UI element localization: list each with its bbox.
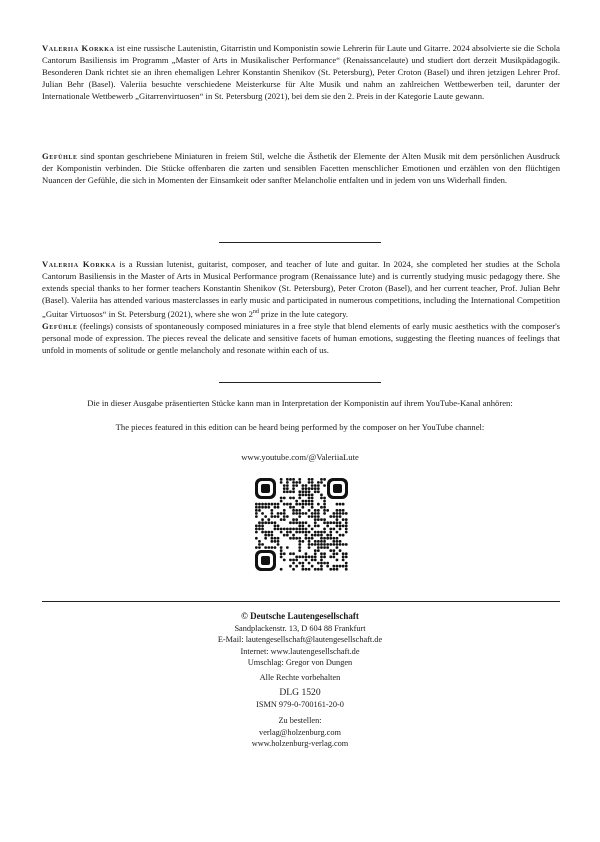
ordinal-suffix: nd [252,309,259,316]
imprint-address: Sandplackenstr. 13, D 604 88 Frankfurt [234,623,366,633]
imprint-email[interactable]: E-Mail: lautengesellschaft@lautengesellschaft.de [217,635,383,644]
imprint-copyright: © Deutsche Lautengesellschaft [241,611,359,621]
youtube-note-en: The pieces featured in this edition can be heard being performed by the composer on her YouTube channel: [115,422,485,432]
gefuehle-german [42,150,560,186]
bio-english [42,258,560,320]
qr-code-icon[interactable] [255,478,348,571]
imprint-ismn: ISMN 979-0-700161-20-0 [256,699,344,709]
composer-name-de: Valeriia Korkka [42,43,115,53]
youtube-note-de: Die in dieser Ausgabe präsentierten Stücke kann man in Interpretation der Komponistin auf ihrem YouTube-Kanal anhören: [87,398,513,408]
imprint [0,611,600,750]
gefuehle-title-en: Gefühle [42,321,78,331]
bio-english-text-end: prize in the lute category. [258,309,349,320]
composer-name-en: Valeriia Korkka [42,259,116,269]
imprint-cover: Umschlag: Gregor von Dungen [247,658,353,667]
imprint-order-web[interactable]: www.holzenburg-verlag.com [251,739,349,748]
gefuehle-title-de: Gefühle [42,151,78,161]
gefuehle-german-text: sind spontan geschriebene Miniaturen in freiem Stil, welche die Ästhetik der Elemente der Alten Musik mit dem persönlichen Ausdruck der Komponistin verbinden. Die Stücke offenbaren die zarten und sensiblen Facetten menschlicher Emotionen und erzählen von den flüchtigen Nuancen der Gefühle, die sich in Momenten der Einsamkeit oder sanfter Melancholie entfalten und in jedem von uns Widerhall finden. [42,151,560,186]
gefuehle-english [42,320,560,356]
youtube-url[interactable]: www.youtube.com/@ValeriiaLute [241,452,359,462]
bio-english-text: is a Russian lutenist, guitarist, composer, and teacher of lute and guitar. In 2024, she completed her studies at the Schola Cantorum Basiliensis in the Master of Arts in Musical Performance program (Renaissance lute) and is currently studying music pedagogy there. She extends special thanks to her former teachers Konstantin Shenikov (St. Petersburg), Peter Croton (Basel), and her current teacher, Prof. Julian Behr (Basel). Valeriia has attended various masterclasses in early music and participated in numerous competitions, including the International Competition „Guitar Virtuosos“ in St. Petersburg (2021), where she won 2 [42,259,560,320]
bio-german-text: ist eine russische Lautenistin, Gitarristin und Komponistin sowie Lehrerin für Laute und Gitarre. 2024 absolvierte sie die Schola Cantorum Basiliensis im Programm „Master of Arts in Musikalischer Performance“ (Renaissancelaute) und studiert dort derzeit Musikpädagogik. Besonderen Dank richtet sie an ihren ehemaligen Lehrer Konstantin Shenikov (St. Petersburg), Peter Croton (Basel) und ihren jetzigen Lehrer Prof. Julian Behr (Basel). Valeriia besuchte verschiedene Meisterkurse für Alte Musik und nahm an zahlreichen Wettbewerben teil, darunter der Internationale Wettbewerb „Gitarrenvirtuosen“ in St. Petersburg (2021), bei dem sie den 2. Preis in der Kategorie Laute gewann. [42,43,560,102]
imprint-catalog: DLG 1520 [279,687,321,698]
imprint-rights: Alle Rechte vorbehalten [259,672,341,682]
bio-german [42,42,560,102]
imprint-order-email[interactable]: verlag@holzenburg.com [259,727,341,737]
imprint-order-label: Zu bestellen: [278,716,322,725]
divider-2 [219,382,381,383]
imprint-internet[interactable]: Internet: www.lautengesellschaft.de [240,646,360,656]
divider-1 [219,242,381,243]
gefuehle-english-text: (feelings) consists of spontaneously composed miniatures in a free style that blend elements of early music aesthetics with the composer's personal mode of expression. The pieces reveal the delicate and sensitive facets of human emotions, suggesting the fleeting nuances of feelings that unfold in moments of solitude or gentle melancholy and resonate within each of us. [42,321,560,356]
footer-divider [42,601,560,602]
